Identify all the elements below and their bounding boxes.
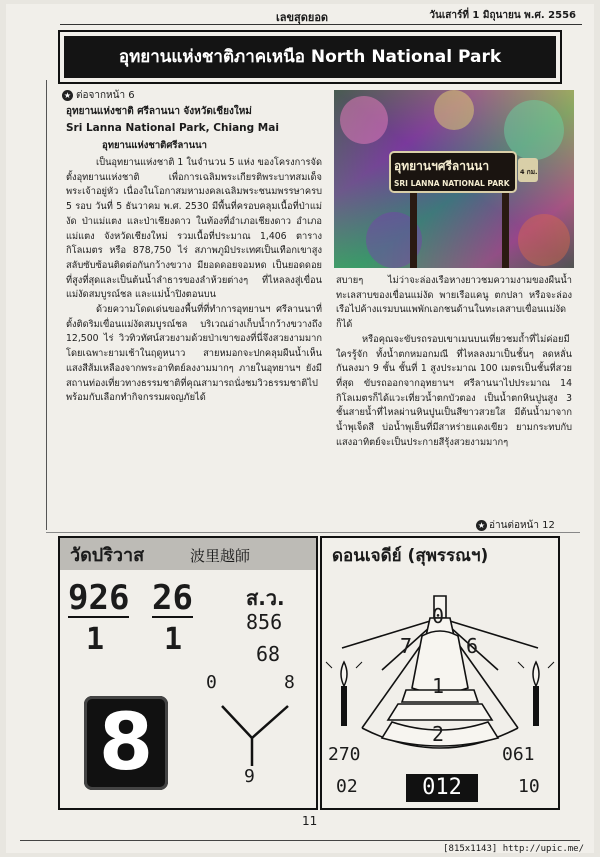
lucky-number-68: 68 — [256, 642, 281, 666]
lottery-abbreviation: ส.ว. — [246, 586, 285, 610]
article-title: อุทยานแห่งชาติภาคเหนือ North National Park — [64, 36, 556, 78]
issue-date: วันเสาร์ที่ 1 มิถุนายน พ.ศ. 2556 — [429, 10, 576, 21]
pagoda-top-digit: 0 — [432, 604, 445, 628]
candle-left-icon — [326, 662, 362, 726]
paragraph: หรือคุณจะขับรถรอบเขาเมนบนเที่ยวชมถ้ำที่ไม่ค่อยมีใครรู้จัก ทั้งน้ำตกหมอกมณี ที่ไหลลงมาเป็นชั้นๆ ลดหลั่นกันลงมา 9 ชั้น ชั้นที่ 1 สูงประมาณ 100 เมตรเป็นชั้นที่สวยที่สุด ขับรถออกจากอุทยานฯ ศรีลานนาไปประมาณ 14 กิโลเมตรก็ได้แวะเที่ยวน้ำตกบัวตอง เป็นน้ำตกหินปูนสูง 3 ชั้นสายน้ำที่ไหลผ่านหินปูนเป็นสีขาวสวยใส มีต้นน้ำมาจากน้ำพุเจ็ดสี บ่อน้ำพุเย็นที่มีสาหร่ายแดงเขียว ยามกระทบกับแสงอาทิตย์จะเป็นประกายสีรุ้งสวยงามมากๆ — [336, 333, 572, 448]
paragraph: เป็นอุทยานแห่งชาติ 1 ในจำนวน 5 แห่ง ของโครงการจัดตั้งอุทยานแห่งชาติ เพื่อการเฉลิมพระเกียรติพระบาทสมเด็จพระเจ้าอยู่หัว เนื่องในโอกาสมหามงคลเฉลิมพระชนมพรรษาครบ 5 รอบ วันที่ 5 ธันวาคม พ.ศ. 2530 มีพื้นที่ครอบคลุมเนื้อที่ป่าแม่งัด ป่าแม่แตง และป่าเชียงดาว ในท้องที่อำเภอเชียงดาว อำเภอแม่แตง จังหวัดเชียงใหม่ รวมเนื้อที่ประมาณ 1,406 ตารางกิโลเมตร หรือ 878,750 ไร่ สภาพภูมิประเทศเป็นเทือกเขาสูงสลับซับซ้อนติดต่อกันกว้างขวาง มียอดดอยจอมหด เป็นยอดดอยที่สูงที่สุดและเป็นต้นน้ำลำธารของลำห้วยต่างๆ ที่ไหลลงสู่เขื่อนแม่งัดสมบูรณ์ชล และแม่น้ำปิงตอนบน — [66, 157, 322, 301]
continued-from-text: ต่อจากหน้า 6 — [76, 90, 135, 101]
y-diagram-bottom-digit: 9 — [244, 766, 255, 787]
small-right-number: 10 — [518, 776, 540, 797]
lottery-left-header — [60, 538, 316, 570]
bottom-left-number: 270 — [328, 744, 361, 765]
bottom-right-number: 061 — [502, 744, 535, 765]
lucky-number-856: 856 — [246, 610, 283, 634]
photo-sign-english: SRI LANNA NATIONAL PARK — [394, 179, 510, 188]
candle-right-icon — [518, 662, 554, 726]
section-divider — [46, 532, 580, 533]
lottery-box-left — [58, 536, 318, 810]
lucky-number-2-top: 26 — [152, 578, 193, 618]
photo-sign-distance: 4 กม. — [520, 168, 538, 176]
page-number: 11 — [302, 814, 318, 828]
park-sign-image — [334, 90, 574, 268]
paragraph: สบายๆ ไม่ว่าจะล่องเรือหางยาวชมความงามของผืนน้ำทะเลสาบของเขื่อนแม่งัด พายเรือแคนู ตกปลา หรือจะล่องเรือไปค้างแรมบนแพพักเอกชนด้านในทะเลสาบเขื่อนแม่งัดก็ได้ — [336, 275, 572, 331]
newspaper-page — [6, 4, 594, 853]
small-left-number: 02 — [336, 776, 358, 797]
paragraph: ด้วยความโดดเด่นของพื้นที่ที่ทำการอุทยานฯ ศรีลานนาที่ตั้งติดริมเขื่อนแม่งัดสมบูรณ์ชล บริเวณอ่างเก็บน้ำกว้างขวางถึง 12,500 ไร่ วิวทิวทัศน์สวยงามด้วยป่าเขาของที่นี่จึงสวยงามมาก โดยเฉพาะยามเช้าในฤดูหนาว สายหมอกจะปกคลุมผืนน้ำเห็นแสงสีส้มเหลืองจากพระอาทิตย์ลงงามมากๆ ภายในอุทยานฯ ยังมีสถานท่องเที่ยวทางธรรมชาติที่คุณสามารถนั่งชมวิวธรรมชาติไปพร้อมกับเลือกทำกิจกรรมผจญภัยได้ — [66, 304, 322, 404]
margin-rule — [46, 80, 47, 530]
header-rule — [60, 24, 582, 25]
lucky-number-1-bottom: 1 — [86, 622, 105, 657]
park-photo — [334, 90, 574, 268]
footer-rule — [20, 840, 580, 841]
pagoda-left-digit: 7 — [400, 634, 413, 658]
star-icon: ★ — [63, 90, 72, 100]
continued-to — [476, 518, 555, 533]
lottery-box-right — [320, 536, 560, 810]
watermark-text: [815x1143] http://upic.me/ — [443, 844, 584, 854]
y-diagram-right-digit: 8 — [284, 672, 295, 693]
continued-from — [62, 88, 135, 103]
y-diagram — [210, 688, 300, 778]
lottery-right-title: ดอนเจดีย์ (สุพรรณฯ) — [332, 546, 489, 566]
pagoda-center-digit: 1 — [432, 674, 445, 698]
lottery-left-chinese: 波里越師 — [190, 547, 251, 565]
pagoda-right-digit: 6 — [466, 634, 479, 658]
article-title-frame — [58, 30, 562, 84]
center-number-box: 012 — [406, 774, 478, 802]
article-column-right — [336, 274, 572, 450]
lottery-left-title: วัดปริวาส — [70, 545, 145, 566]
photo-sign-thai: อุทยานฯศรีลานนา — [394, 159, 490, 173]
lucky-number-2-bottom: 1 — [164, 622, 183, 657]
big-digit: 8 — [98, 698, 154, 788]
lucky-number-1-top: 926 — [68, 578, 130, 618]
article-column-left — [66, 156, 322, 406]
pagoda-lower-digit: 2 — [432, 722, 445, 746]
subtitle-thai-2: อุทยานแห่งชาติศรีลานนา — [102, 140, 207, 151]
y-diagram-left-digit: 0 — [206, 672, 217, 693]
continued-to-text: อ่านต่อหน้า 12 — [489, 520, 555, 531]
star-icon: ★ — [477, 520, 486, 530]
subtitle-thai: อุทยานแห่งชาติ ศรีลานนา จังหวัดเชียงใหม่ — [66, 106, 252, 117]
big-digit-box — [84, 696, 168, 790]
masthead: เลขสุดยอด — [276, 11, 329, 24]
subtitle-english: Sri Lanna National Park, Chiang Mai — [66, 122, 279, 134]
